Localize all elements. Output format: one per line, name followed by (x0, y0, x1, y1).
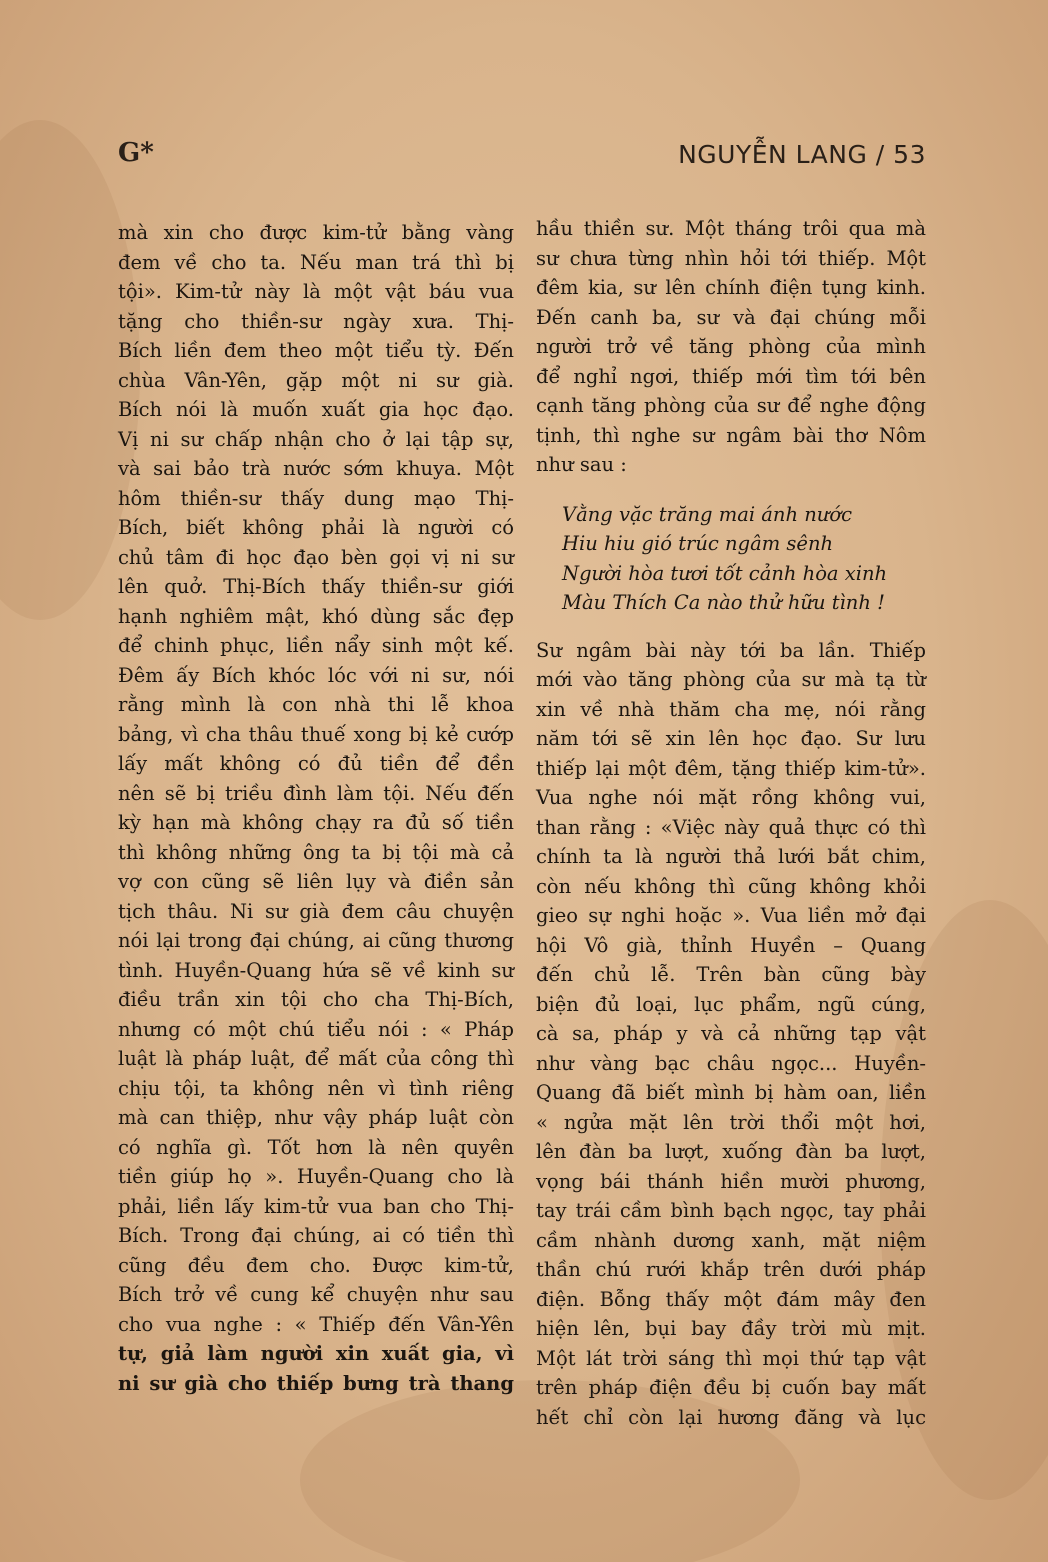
text-line: chính ta là người thả lưới bắt chim, (536, 845, 926, 868)
text-line: cầm nhành dương xanh, mặt niệm (536, 1228, 926, 1252)
text-line: như sau : (536, 453, 627, 476)
text-line: nên sẽ bị triều đình làm tội. Nếu đến (118, 781, 514, 805)
running-head: NGUYỄN LANG / 53 (678, 140, 926, 169)
text-line: Quang đã biết mình bị hàm oan, liền (536, 1081, 926, 1104)
text-line: vợ con cũng sẽ liên lụy và điền sản (118, 870, 514, 893)
text-line: như vàng bạc châu ngọc... Huyền- (536, 1051, 926, 1075)
text-line: lên đàn ba lượt, xuống đàn ba lượt, (536, 1140, 926, 1163)
text-line: tay trái cầm bình bạch ngọc, tay phải (536, 1199, 926, 1222)
text-line: người trở về tăng phòng của mình (536, 335, 926, 358)
paragraph-bottom (536, 636, 926, 1433)
text-line: lên quở. Thị-Bích thấy thiền-sư giới (118, 575, 514, 598)
paragraph-top (536, 214, 926, 480)
text-line: năm tới sẽ xin lên học đạo. Sư lưu (536, 727, 926, 750)
poem-block (562, 500, 926, 618)
text-line: mới vào tăng phòng của sư mà tạ từ (536, 668, 926, 691)
text-line: Sư ngâm bài này tới ba lần. Thiếp (536, 638, 926, 662)
text-line: « ngửa mặt lên trời thổi một hơi, (536, 1110, 926, 1134)
text-line: điều trần xin tội cho cha Thị-Bích, (118, 988, 514, 1011)
text-line: cạnh tăng phòng của sư để nghe động (536, 394, 926, 417)
text-line: hiện lên, bụi bay đầy trời mù mịt. (536, 1317, 926, 1340)
text-line: đến chủ lễ. Trên bàn cũng bày (536, 963, 926, 986)
text-line: còn nếu không thì cũng không khỏi (536, 874, 926, 898)
text-line: hết chỉ còn lại hương đăng và lục (536, 1405, 926, 1429)
text-line: cũng đều đem cho. Được kim-tử, (118, 1253, 514, 1277)
text-line: sư chưa từng nhìn hỏi tới thiếp. Một (536, 246, 926, 270)
text-line: Màu Thích Ca nào thử hữu tình ! (562, 591, 885, 614)
text-line: tặng cho thiền-sư ngày xưa. Thị- (118, 309, 514, 333)
text-line: hạnh nghiêm mật, khó dùng sắc đẹp (118, 604, 514, 628)
text-line: rằng mình là con nhà thi lễ khoa (118, 693, 514, 716)
text-line: đem về cho ta. Nếu man trá thì bị (118, 250, 514, 274)
text-line: chùa Vân-Yên, gặp một ni sư già. (118, 368, 514, 392)
text-line: phải, liền lấy kim-tử vua ban cho Thị- (118, 1194, 514, 1218)
text-line: Người hòa tươi tốt cảnh hòa xinh (562, 561, 888, 585)
text-line: để chinh phục, liền nẩy sinh một kế. (118, 634, 514, 657)
text-line: để nghỉ ngơi, thiếp mới tìm tới bên (536, 364, 926, 388)
text-line: Đến canh ba, sư và đại chúng mỗi (536, 305, 926, 329)
text-line: ni sư già cho thiếp bưng trà thang (118, 1371, 514, 1395)
text-line: Hiu hiu gió trúc ngâm sênh (562, 532, 834, 555)
text-line: và sai bảo trà nước sớm khuya. Một (118, 457, 514, 480)
text-line: than rằng : «Việc này quả thực có thì (536, 815, 926, 839)
text-line: Vị ni sư chấp nhận cho ở lại tập sự, (118, 427, 514, 451)
text-line: Bích liền đem theo một tiểu tỳ. Đến (118, 339, 514, 362)
text-line: cà sa, pháp y và cả những tạp vật (536, 1022, 926, 1045)
text-line: Vằng vặc trăng mai ánh nước (562, 502, 853, 526)
text-line: tự, giả làm người xin xuất gia, vì (118, 1342, 514, 1365)
text-line: xin về nhà thăm cha mẹ, nói rằng (536, 697, 926, 721)
left-text-column (118, 218, 514, 1398)
text-line: thần chú rưới khắp trên dưới pháp (536, 1258, 926, 1281)
text-line: chịu tội, ta không nên vì tình riêng (118, 1076, 514, 1100)
text-line: thiếp lại một đêm, tặng thiếp kim-tử». (536, 756, 926, 780)
text-line: cho vua nghe : « Thiếp đến Vân-Yên (118, 1312, 514, 1336)
text-line: mà can thiệp, như vậy pháp luật còn (118, 1106, 514, 1129)
text-line: Một lát trời sáng thì mọi thứ tạp vật (536, 1346, 926, 1370)
text-line: kỳ hạn mà không chạy ra đủ số tiền (118, 811, 514, 834)
text-line: vọng bái thánh hiền mười phương, (536, 1169, 926, 1193)
text-line: hầu thiền sư. Một tháng trôi qua mà (536, 217, 926, 240)
text-line: gieo sự nghi hoặc ». Vua liền mở đại (536, 904, 926, 927)
text-line: trên pháp điện đều bị cuốn bay mất (536, 1376, 926, 1399)
text-line: điện. Bỗng thấy một đám mây đen (536, 1287, 926, 1311)
text-line: bảng, vì cha thâu thuế xong bị kẻ cướp (118, 722, 514, 746)
text-line: biện đủ loại, lục phẩm, ngũ cúng, (536, 992, 926, 1016)
text-line: tịch thâu. Ni sư già đem câu chuyện (118, 899, 514, 923)
signature-mark: G* (118, 138, 154, 168)
text-line: đêm kia, sư lên chính điện tụng kinh. (536, 276, 926, 299)
text-line: Bích trở về cung kể chuyện như sau (118, 1283, 514, 1306)
text-line: tình. Huyền-Quang hứa sẽ về kinh sư (118, 958, 514, 982)
text-line: nói lại trong đại chúng, ai cũng thương (118, 929, 514, 952)
text-line: Bích, biết không phải là người có (118, 516, 514, 539)
text-line: lấy mất không có đủ tiền để đền (118, 752, 514, 775)
text-line: nhưng có một chú tiểu nói : « Pháp (118, 1017, 514, 1041)
text-line: tội». Kim-tử này là một vật báu vua (118, 280, 514, 303)
text-line: chủ tâm đi học đạo bèn gọi vị ni sư (118, 545, 514, 569)
text-line: hội Vô già, thỉnh Huyền – Quang (536, 933, 926, 957)
text-line: Đêm ấy Bích khóc lóc với ni sư, nói (118, 663, 514, 687)
text-line: mà xin cho được kim-tử bằng vàng (118, 221, 514, 244)
text-line: tịnh, thì nghe sư ngâm bài thơ Nôm (536, 423, 926, 447)
text-line: luật là pháp luật, để mất của công thì (118, 1047, 514, 1070)
text-line: Bích. Trong đại chúng, ai có tiền thì (118, 1224, 514, 1247)
text-line: hôm thiền-sư thấy dung mạo Thị- (118, 486, 514, 510)
right-text-column (536, 214, 926, 1432)
text-line: thì không những ông ta bị tội mà cả (118, 840, 514, 864)
text-line: Bích nói là muốn xuất gia học đạo. (118, 398, 514, 421)
text-line: Vua nghe nói mặt rồng không vui, (536, 786, 926, 809)
text-line: tiền giúp họ ». Huyền-Quang cho là (118, 1165, 514, 1188)
text-line: có nghĩa gì. Tốt hơn là nên quyên (118, 1135, 514, 1159)
